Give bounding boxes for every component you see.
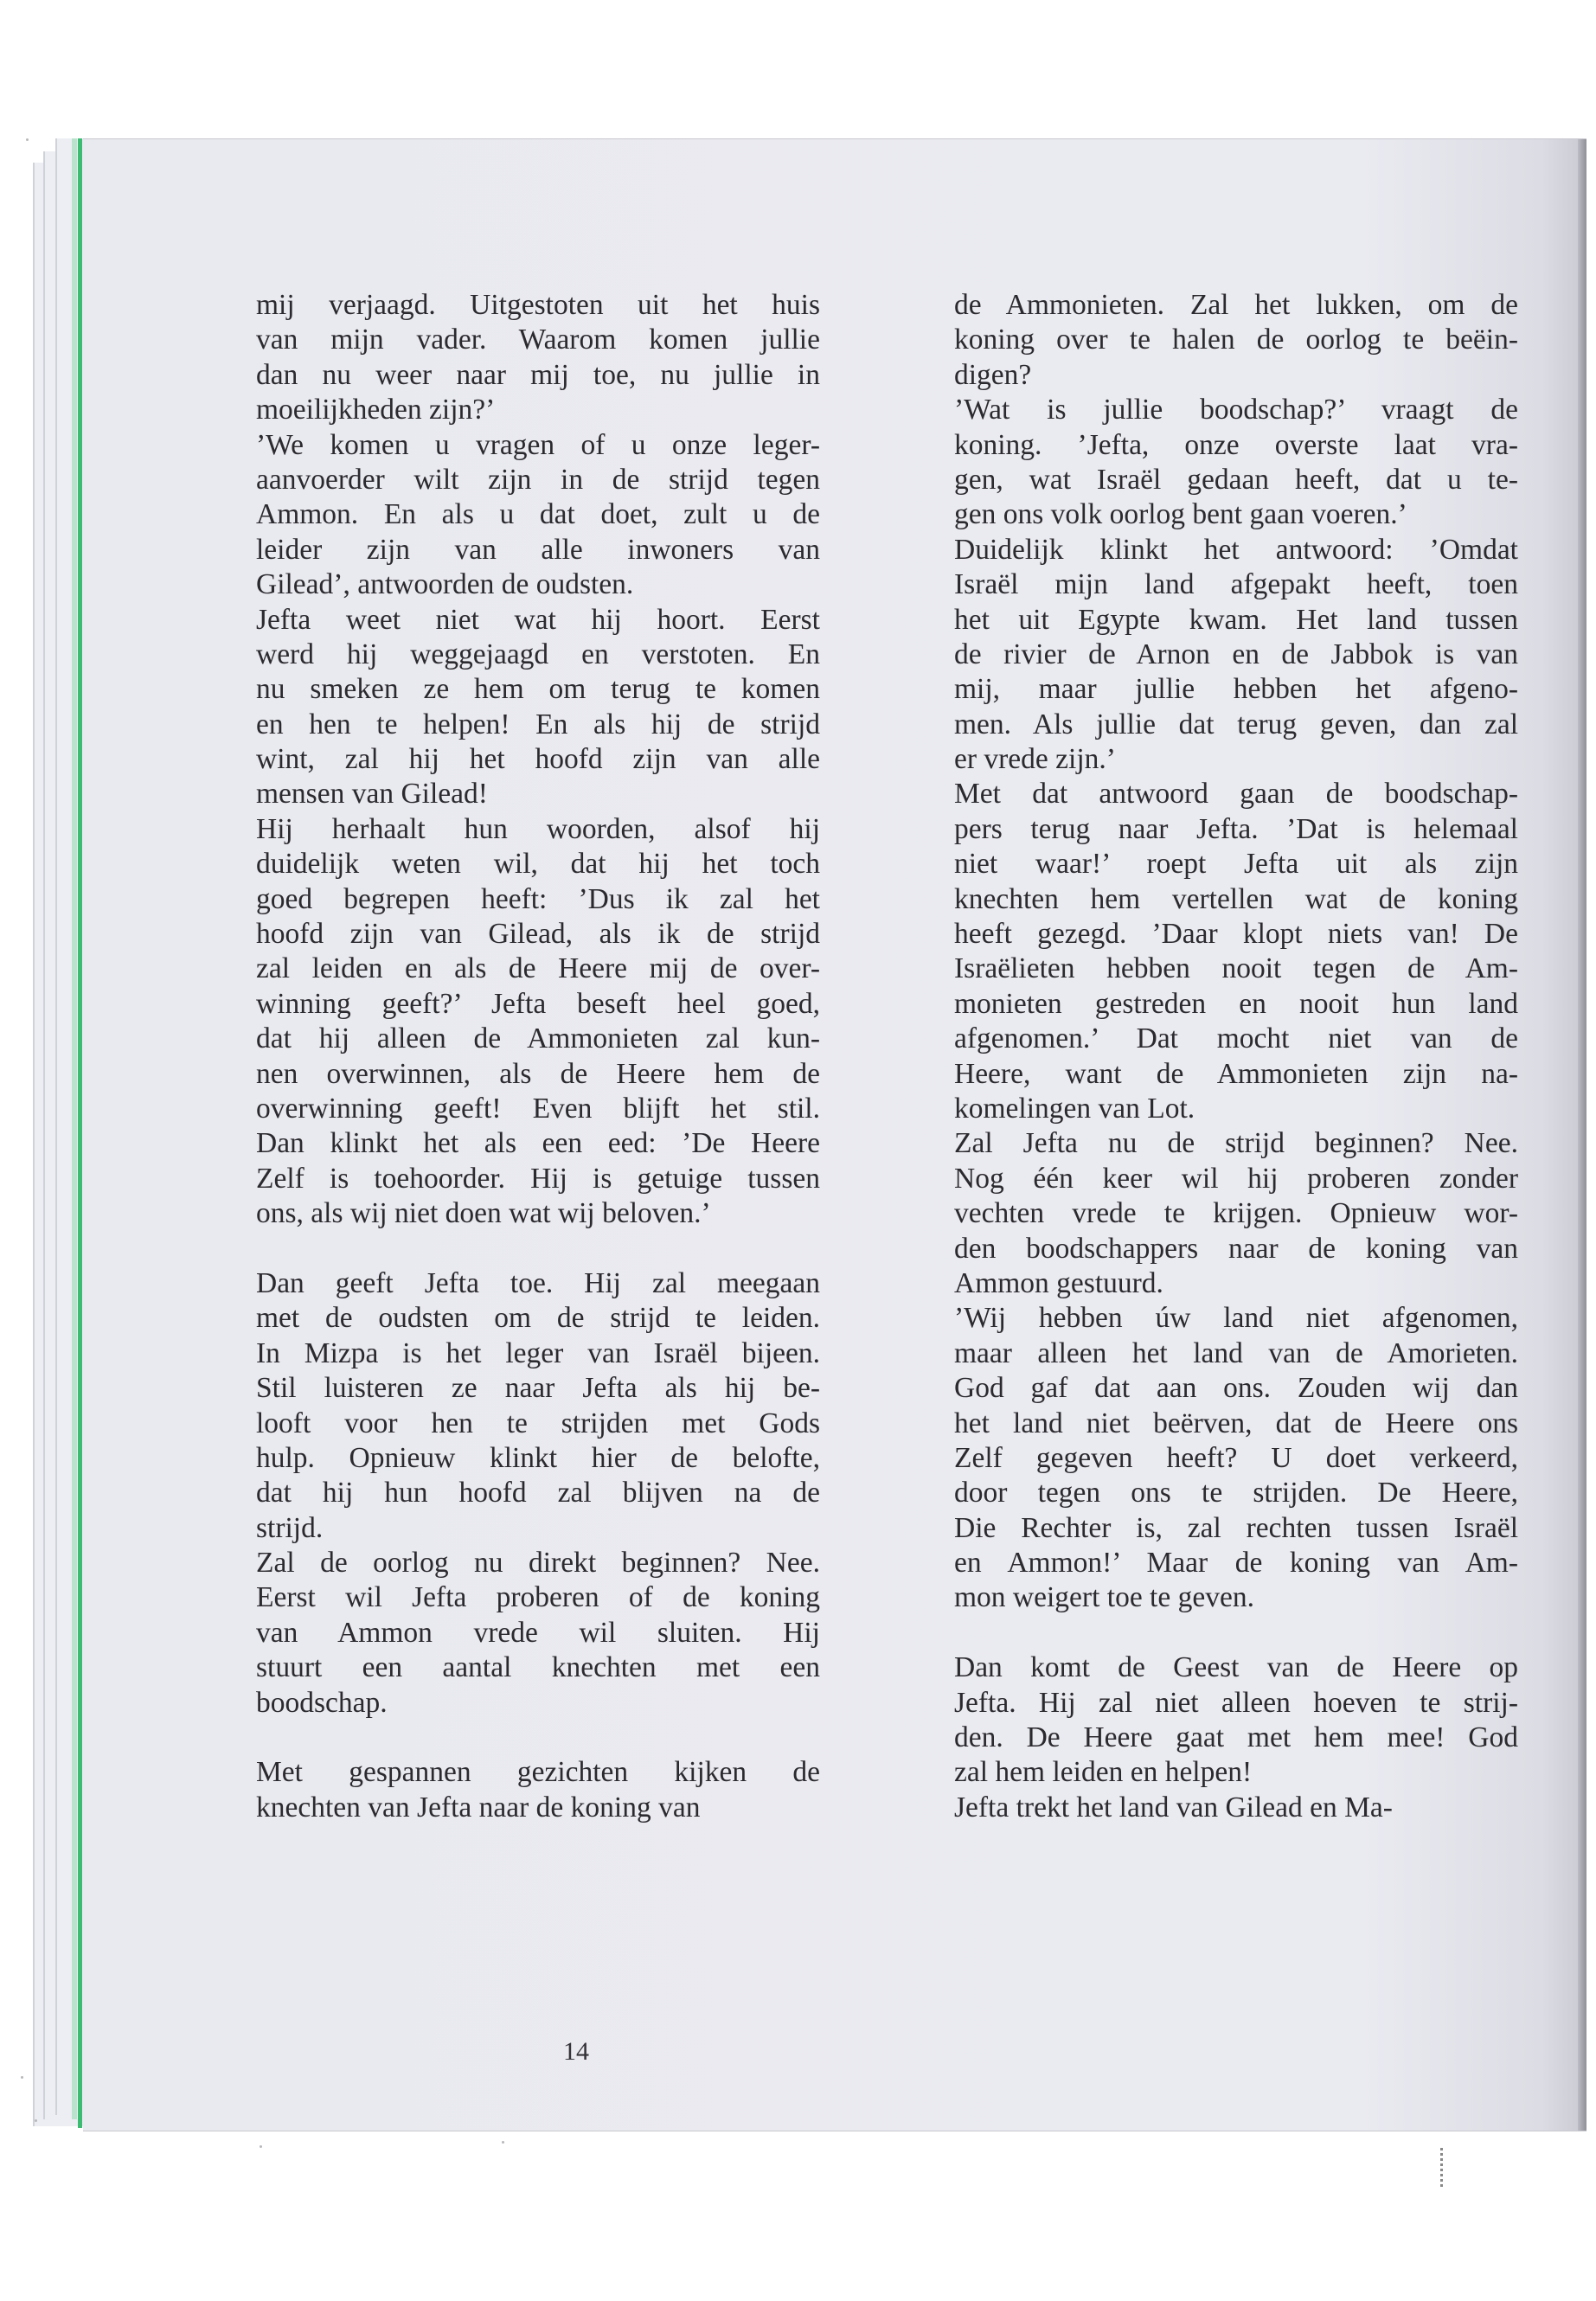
- text-line: strijd.: [256, 1511, 324, 1544]
- text-line: hulp. Opnieuw klinkt hier de belofte,: [256, 1441, 820, 1474]
- text-line: Zal de oorlog nu direkt beginnen? Nee.: [256, 1547, 820, 1580]
- text-line: Dan geeft Jefta toe. Hij zal meegaan: [256, 1266, 820, 1299]
- text-line: van Ammon vrede wil sluiten. Hij: [256, 1616, 820, 1649]
- scan-speck: [26, 138, 29, 141]
- spine-accent-light: [72, 138, 77, 2119]
- text-line: knechten hem vertellen wat de koning: [954, 882, 1518, 915]
- text-line: de rivier de Arnon en de Jabbok is van: [954, 638, 1518, 670]
- paragraph: [954, 1791, 1518, 1825]
- text-line: Met gespannen gezichten kijken de: [256, 1756, 820, 1789]
- text-line: afgenomen.’ Dat mocht niet van de: [954, 1022, 1518, 1055]
- text-line: mij verjaagd. Uitgestoten uit het huis: [256, 289, 820, 321]
- text-line: Zal Jefta nu de strijd beginnen? Nee.: [954, 1127, 1518, 1160]
- text-line: mon weigert toe te geven.: [954, 1581, 1254, 1614]
- paragraph: [256, 1546, 820, 1721]
- paragraph: [954, 777, 1518, 1126]
- text-line: dat hij alleen de Ammonieten zal kun-: [256, 1022, 820, 1055]
- page-fold-shadow: [1578, 139, 1586, 2131]
- text-line: nu smeken ze hem om terug te komen: [256, 673, 820, 706]
- text-line: aanvoerder wilt zijn in de strijd tegen: [256, 463, 820, 496]
- paragraph: [954, 1650, 1518, 1791]
- text-line: Jefta trekt het land van Gilead en Ma-: [954, 1791, 1393, 1823]
- text-line: en Ammon!’ Maar de koning van Am-: [954, 1547, 1518, 1580]
- text-line: monieten gestreden en nooit hun land: [954, 987, 1518, 1020]
- text-line: mensen van Gilead!: [256, 778, 488, 811]
- text-line: Ammon gestuurd.: [954, 1266, 1163, 1299]
- text-line: niet waar!’ roept Jefta uit als zijn: [954, 848, 1518, 881]
- text-line: Dan komt de Geest van de Heere op: [954, 1651, 1518, 1684]
- text-line: men. Als jullie dat terug geven, dan zal: [954, 708, 1518, 740]
- paragraph-gap: [256, 1721, 820, 1755]
- left-text-column: [256, 288, 820, 1825]
- text-line: looft voor hen te strijden met Gods: [256, 1407, 820, 1439]
- text-line: boodschap.: [256, 1686, 388, 1719]
- text-line: Met dat antwoord gaan de boodschap-: [954, 778, 1518, 811]
- text-line: Stil luisteren ze naar Jefta als hij be-: [256, 1372, 820, 1405]
- text-line: komelingen van Lot.: [954, 1092, 1195, 1125]
- spine-accent-stripe: [78, 138, 82, 2128]
- text-line: leider zijn van alle inwoners van: [256, 533, 820, 566]
- text-line: den. De Heere gaat met hem mee! God: [954, 1721, 1518, 1754]
- text-line: met de oudsten om de strijd te leiden.: [256, 1302, 820, 1335]
- text-line: digen?: [954, 358, 1032, 391]
- text-line: Die Rechter is, zal rechten tussen Israël: [954, 1511, 1518, 1544]
- text-line: dat hij hun hoofd zal blijven na de: [256, 1477, 820, 1509]
- text-line: maar alleen het land van de Amorieten.: [954, 1336, 1518, 1369]
- paragraph-gap: [954, 1616, 1518, 1650]
- text-line: Zelf is toehoorder. Hij is getuige tussen: [256, 1162, 820, 1195]
- scan-speck: [21, 2076, 23, 2079]
- text-line: Nog één keer wil hij proberen zonder: [954, 1162, 1518, 1195]
- text-line: den boodschappers naar de koning van: [954, 1232, 1518, 1265]
- text-line: koning over te halen de oorlog te beëin-: [954, 324, 1518, 356]
- text-line: pers terug naar Jefta. ’Dat is helemaal: [954, 812, 1518, 845]
- text-line: Jefta. Hij zal niet alleen hoeven te strij-: [954, 1686, 1518, 1719]
- text-line: God gaf dat aan ons. Zouden wij dan: [954, 1372, 1518, 1405]
- book-page: [83, 138, 1586, 2131]
- text-line: nen overwinnen, als de Heere hem de: [256, 1057, 820, 1090]
- text-line: van mijn vader. Waarom komen jullie: [256, 324, 820, 356]
- text-line: ’We komen u vragen of u onze leger-: [256, 428, 820, 461]
- text-line: koning. ’Jefta, onze overste laat vra-: [954, 428, 1518, 461]
- text-line: Duidelijk klinkt het antwoord: ’Omdat: [954, 533, 1518, 566]
- paragraph: [954, 1126, 1518, 1301]
- text-line: het land niet beërven, dat de Heere ons: [954, 1407, 1518, 1439]
- text-line: moeilijkheden zijn?’: [256, 394, 496, 426]
- paragraph: [256, 812, 820, 1232]
- text-line: hoofd zijn van Gilead, als ik de strijd: [256, 918, 820, 951]
- text-line: gen ons volk oorlog bent gaan voeren.’: [954, 498, 1407, 531]
- text-line: de Ammonieten. Zal het lukken, om de: [954, 289, 1518, 321]
- paragraph: [954, 1301, 1518, 1616]
- text-line: stuurt een aantal knechten met een: [256, 1651, 820, 1684]
- text-line: heeft gezegd. ’Daar klopt niets van! De: [954, 918, 1518, 951]
- text-line: er vrede zijn.’: [954, 743, 1116, 776]
- paragraph: [256, 288, 820, 428]
- text-line: ’Wij hebben úw land niet afgenomen,: [954, 1302, 1518, 1335]
- scan-speck: [35, 2119, 37, 2122]
- paragraph: [256, 603, 820, 812]
- text-line: wint, zal hij het hoofd zijn van alle: [256, 743, 820, 776]
- text-line: Heere, want de Ammonieten zijn na-: [954, 1057, 1518, 1090]
- text-line: door tegen ons te strijden. De Heere,: [954, 1477, 1518, 1509]
- text-line: Hij herhaalt hun woorden, alsof hij: [256, 812, 820, 845]
- text-line: Israël mijn land afgepakt heeft, toen: [954, 568, 1518, 601]
- text-line: overwinning geeft! Even blijft het stil.: [256, 1092, 820, 1125]
- paragraph: [954, 393, 1518, 533]
- text-line: Israëlieten hebben nooit tegen de Am-: [954, 952, 1518, 985]
- text-line: Ammon. En als u dat doet, zult u de: [256, 498, 820, 531]
- text-line: werd hij weggejaagd en verstoten. En: [256, 638, 820, 670]
- paragraph: [256, 1755, 820, 1825]
- text-line: winning geeft?’ Jefta beseft heel goed,: [256, 987, 820, 1020]
- text-line: Dan klinkt het als een eed: ’De Heere: [256, 1127, 820, 1160]
- right-text-column: [954, 288, 1518, 1825]
- text-line: zal leiden en als de Heere mij de over-: [256, 952, 820, 985]
- text-line: dan nu weer naar mij toe, nu jullie in: [256, 358, 820, 391]
- text-line: Gilead’, antwoorden de oudsten.: [256, 568, 634, 601]
- paragraph-gap: [256, 1232, 820, 1266]
- text-line: mij, maar jullie hebben het afgeno-: [954, 673, 1518, 706]
- text-line: In Mizpa is het leger van Israël bijeen.: [256, 1336, 820, 1369]
- scan-mark: [1440, 2148, 1443, 2189]
- scan-speck: [260, 2145, 262, 2148]
- text-line: knechten van Jefta naar de koning van: [256, 1791, 701, 1823]
- text-line: goed begrepen heeft: ’Dus ik zal het: [256, 882, 820, 915]
- text-line: het uit Egypte kwam. Het land tussen: [954, 603, 1518, 636]
- text-line: ons, als wij niet doen wat wij beloven.’: [256, 1197, 711, 1230]
- text-line: Eerst wil Jefta proberen of de koning: [256, 1581, 820, 1614]
- paragraph: [954, 533, 1518, 778]
- page-number: 14: [563, 2037, 589, 2066]
- scan-speck: [502, 2141, 504, 2144]
- paragraph: [954, 288, 1518, 393]
- text-line: zal hem leiden en helpen!: [954, 1756, 1253, 1789]
- text-line: Zelf gegeven heeft? U doet verkeerd,: [954, 1441, 1518, 1474]
- paragraph: [256, 1266, 820, 1546]
- text-line: vechten vrede te krijgen. Opnieuw wor-: [954, 1197, 1518, 1230]
- text-line: gen, wat Israël gedaan heeft, dat u te-: [954, 463, 1518, 496]
- text-line: duidelijk weten wil, dat hij het toch: [256, 848, 820, 881]
- text-line: ’Wat is jullie boodschap?’ vraagt de: [954, 394, 1518, 426]
- text-line: Jefta weet niet wat hij hoort. Eerst: [256, 603, 820, 636]
- paragraph: [256, 428, 820, 603]
- text-line: en hen te helpen! En als hij de strijd: [256, 708, 820, 740]
